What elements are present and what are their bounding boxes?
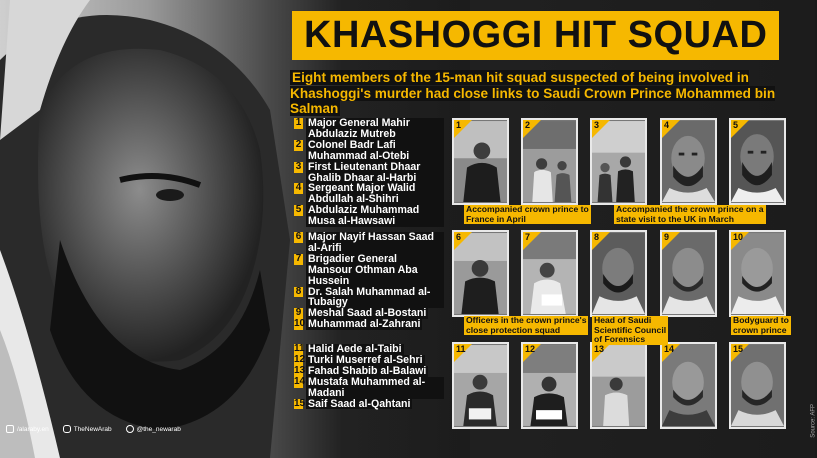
photo-number: 4 [664,120,670,130]
caption-line: of Forensics [594,334,646,344]
subtitle-text: Eight members of the 15-man hit squad suspected of being involved in Khashoggi's murder had close links to Saudi Crown Prince Mohammed bin Salman [290,70,776,116]
item-name: Major Nayif Hassan Saad al-Arifi [306,232,444,254]
item-number: 4 [295,182,302,194]
photo-number: 10 [733,232,744,242]
item-name: Mustafa Muhammed al-Madani [306,377,444,399]
photo-number: 11 [456,344,466,354]
suspect-photo-13 [590,342,647,429]
caption-bodyguard [731,316,791,335]
social-links [6,425,181,433]
suspect-photo-4 [660,118,717,205]
caption-line: Accompanied crown prince to [466,204,589,214]
item-number: 10 [294,318,306,330]
item-number: 6 [295,231,302,242]
suspect-photo-11 [452,342,509,429]
item-name: Dr. Salah Muhammad al-Tubaigy [306,287,444,309]
item-number: 1 [295,117,302,128]
list-item [294,319,444,330]
twitter-icon [126,425,134,433]
item-number: 3 [295,160,302,172]
caption-line: Officers in the crown prince's [466,315,587,325]
item-number: 7 [295,252,302,264]
caption-uk [614,205,766,224]
caption-line: Scientific Council [594,324,667,335]
item-number: 8 [295,285,302,297]
item-name: Muhammad al-Zahrani [308,318,421,331]
item-name: Abdulaziz Muhammad Musa al-Hawsawi [306,205,444,227]
suspect-photo-10 [729,230,786,317]
names-group-3 [294,344,444,409]
list-item [294,399,444,410]
suspect-photo-7 [521,230,578,317]
suspect-photo-3 [590,118,647,205]
list-item [294,254,444,287]
page-title: KHASHOGGI HIT SQUAD [292,11,779,60]
suspect-photo-2 [521,118,578,205]
item-name: Sergeant Major Walid Abdullah al-Shihri [306,183,444,205]
list-item [294,377,444,399]
caption-line: close protection squad [466,324,561,335]
list-item [294,118,444,140]
caption-line: France in April [466,213,526,224]
photo-number: 9 [664,232,670,242]
caption-line: crown prince [733,324,787,335]
list-item [294,183,444,205]
suspect-photo-14 [660,342,717,429]
item-number: 9 [295,307,302,319]
photo-number: 6 [456,232,462,242]
facebook-icon [6,425,14,433]
list-item [294,162,444,184]
suspect-photo-8 [590,230,647,317]
list-item [294,205,444,227]
photo-number: 5 [733,120,739,130]
instagram-handle: TheNewArab [73,425,112,433]
item-name: Halid Aede al-Taibi [308,343,402,355]
suspect-photo-5 [729,118,786,205]
item-number: 12 [294,353,306,365]
photo-number: 15 [733,344,744,354]
item-name: Fahad Shabib al-Balawi [308,364,427,377]
caption-france [464,205,591,224]
facebook-link[interactable] [6,425,49,433]
item-number: 13 [294,364,306,376]
item-name: Colonel Badr Lafi Muhammad al-Otebi [306,140,444,162]
item-number: 15 [294,397,306,409]
photo-number: 3 [594,120,600,130]
list-item [294,287,444,309]
item-name: First Lieutenant Dhaar Ghalib Dhaar al-Harbi [306,162,444,184]
list-item [294,232,444,254]
caption-forensics [592,316,668,345]
caption-line: state visit to the UK in March [616,213,734,224]
photo-number: 2 [525,120,531,130]
list-item [294,140,444,162]
item-number: 14 [294,375,306,387]
photo-number: 14 [664,344,675,354]
suspect-photo-6 [452,230,509,317]
suspect-photo-9 [660,230,717,317]
instagram-icon [63,425,71,433]
suspect-photo-12 [521,342,578,429]
facebook-handle: /alaraby.en [17,425,49,433]
photo-number: 1 [456,120,462,130]
item-name: Saif Saad al-Qahtani [308,397,411,410]
twitter-link[interactable] [126,425,181,433]
subtitle [290,70,805,117]
item-name: Brigadier General Mansour Othman Aba Hussein [306,254,444,287]
photo-number: 8 [594,232,600,242]
suspect-photo-1 [452,118,509,205]
photo-number: 13 [594,344,605,354]
item-name: Turki Muserref al-Sehri [308,353,423,366]
photo-number: 12 [525,344,536,354]
item-name: Major General Mahir Abdulaziz Mutreb [306,118,444,140]
names-group-2 [294,232,444,330]
item-number: 5 [295,204,302,216]
twitter-handle: @the_newarab [136,425,181,433]
photo-number: 7 [525,232,531,242]
suspect-photo-15 [729,342,786,429]
item-name: Meshal Saad al-Bostani [308,307,427,320]
source-credit: Source: AFP [811,404,817,438]
item-number: 11 [294,343,305,354]
caption-line: Bodyguard to [733,315,789,325]
instagram-link[interactable] [63,425,112,433]
names-group-1 [294,118,444,227]
caption-line: Head of Saudi [594,315,652,325]
caption-line: Accompanied the crown prince on a [616,204,764,214]
caption-protection [464,316,588,335]
item-number: 2 [295,138,302,150]
